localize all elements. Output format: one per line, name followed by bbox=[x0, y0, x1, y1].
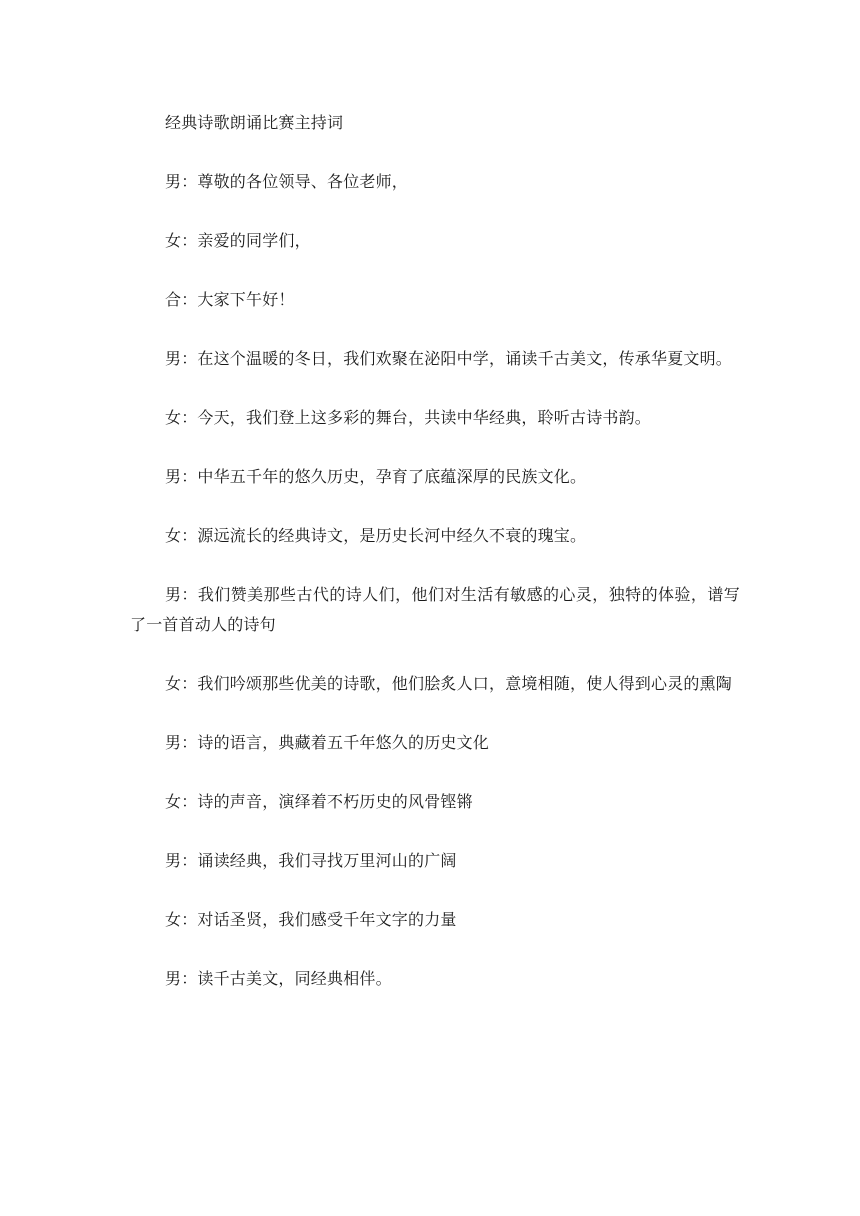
paragraph-10: 男：诗的语言，典藏着五千年悠久的历史文化 bbox=[165, 733, 490, 752]
paragraph-7: 女：源远流长的经典诗文，是历史长河中经久不衰的瑰宝。 bbox=[165, 526, 587, 545]
paragraph-6: 男：中华五千年的悠久历史，孕育了底蕴深厚的民族文化。 bbox=[165, 467, 587, 486]
paragraph-2: 女：亲爱的同学们， bbox=[165, 231, 311, 250]
document-body bbox=[130, 108, 740, 1023]
document-title: 经典诗歌朗诵比赛主持词 bbox=[165, 113, 344, 132]
paragraph-5: 女：今天，我们登上这多彩的舞台，共读中华经典，聆听古诗书韵。 bbox=[165, 408, 652, 427]
paragraph-12: 男：诵读经典，我们寻找万里河山的广阔 bbox=[165, 851, 457, 870]
paragraph-4: 男：在这个温暖的冬日，我们欢聚在泌阳中学，诵读千古美文，传承华夏文明。 bbox=[165, 349, 733, 368]
paragraph-1: 男：尊敬的各位领导、各位老师， bbox=[165, 172, 409, 191]
paragraph-8: 男：我们赞美那些古代的诗人们，他们对生活有敏感的心灵，独特的体验，谱写了一首首动人的诗句 bbox=[130, 585, 740, 634]
paragraph-11: 女：诗的声音，演绎着不朽历史的风骨铿锵 bbox=[165, 792, 473, 811]
paragraph-9: 女：我们吟颂那些优美的诗歌，他们脍炙人口，意境相随，使人得到心灵的熏陶 bbox=[165, 674, 733, 693]
paragraph-3: 合：大家下午好！ bbox=[165, 290, 295, 309]
paragraph-14: 男：读千古美文，同经典相伴。 bbox=[165, 969, 392, 988]
paragraph-13: 女：对话圣贤，我们感受千年文字的力量 bbox=[165, 910, 457, 929]
